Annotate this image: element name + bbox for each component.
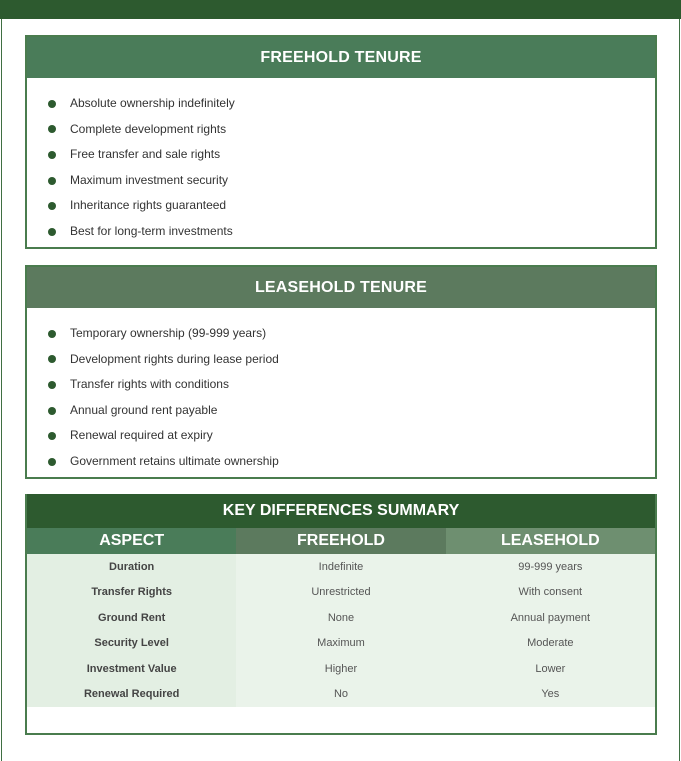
list-item <box>47 193 655 219</box>
freehold-list <box>27 78 655 245</box>
leasehold-title: LEASEHOLD TENURE <box>27 267 655 308</box>
list-item <box>47 372 655 398</box>
list-item-text: Best for long-term investments <box>70 223 233 238</box>
bullet-icon <box>48 177 56 185</box>
list-item-text: Development rights during lease period <box>70 351 279 366</box>
column-header-leasehold: LEASEHOLD <box>446 528 655 554</box>
list-item <box>47 219 655 245</box>
list-item-text: Temporary ownership (99-999 years) <box>70 326 267 340</box>
leasehold-cell: Yes <box>446 682 655 708</box>
freehold-cell: Unrestricted <box>236 580 445 606</box>
freehold-card <box>25 35 657 249</box>
freehold-cell: Indefinite <box>236 554 445 580</box>
leasehold-cell: Annual payment <box>446 605 655 631</box>
list-item <box>47 117 655 143</box>
aspect-cell: Duration <box>27 554 236 580</box>
list-item <box>47 423 655 449</box>
freehold-cell: No <box>236 682 445 708</box>
freehold-title: FREEHOLD TENURE <box>27 37 655 78</box>
leasehold-cell: Lower <box>446 656 655 682</box>
table-row <box>27 580 655 606</box>
bullet-icon <box>48 432 56 440</box>
leasehold-cell: Moderate <box>446 631 655 657</box>
list-item <box>47 168 655 194</box>
bullet-icon <box>48 458 56 466</box>
top-bar <box>0 0 681 19</box>
list-item-text: Complete development rights <box>70 121 227 136</box>
list-item-text: Inheritance rights guaranteed <box>70 198 227 213</box>
column-header-aspect: ASPECT <box>27 528 236 554</box>
bullet-icon <box>48 151 56 159</box>
freehold-cell: Maximum <box>236 631 445 657</box>
table-row <box>27 631 655 657</box>
bullet-icon <box>48 202 56 210</box>
list-item-text: Annual ground rent payable <box>70 402 218 417</box>
bullet-icon <box>48 330 56 338</box>
table-row <box>27 656 655 682</box>
table-row <box>27 554 655 580</box>
bullet-icon <box>48 407 56 415</box>
bullet-icon <box>48 228 56 236</box>
leasehold-cell: 99-999 years <box>446 554 655 580</box>
list-item-text: Free transfer and sale rights <box>70 147 221 162</box>
bullet-icon <box>48 125 56 133</box>
leasehold-cell: With consent <box>446 580 655 606</box>
aspect-cell: Renewal Required <box>27 682 236 708</box>
table-header-row <box>27 528 655 554</box>
bullet-icon <box>48 355 56 363</box>
aspect-cell: Ground Rent <box>27 605 236 631</box>
list-item <box>47 321 655 347</box>
table-row <box>27 605 655 631</box>
aspect-cell: Transfer Rights <box>27 580 236 606</box>
freehold-cell: Higher <box>236 656 445 682</box>
list-item-text: Transfer rights with conditions <box>70 377 229 392</box>
aspect-cell: Investment Value <box>27 656 236 682</box>
list-item <box>47 91 655 117</box>
summary-title: KEY DIFFERENCES SUMMARY <box>27 494 655 528</box>
list-item <box>47 347 655 373</box>
column-header-freehold: FREEHOLD <box>236 528 445 554</box>
comparison-table <box>27 528 655 707</box>
list-item-text: Maximum investment security <box>70 172 229 187</box>
list-item <box>47 142 655 168</box>
bullet-icon <box>48 100 56 108</box>
leasehold-list <box>27 308 655 475</box>
table-row <box>27 682 655 708</box>
summary-card <box>25 494 657 735</box>
list-item-text: Absolute ownership indefinitely <box>70 96 235 110</box>
list-item <box>47 449 655 475</box>
leasehold-card <box>25 265 657 479</box>
bullet-icon <box>48 381 56 389</box>
list-item-text: Renewal required at expiry <box>70 428 213 443</box>
list-item <box>47 398 655 424</box>
aspect-cell: Security Level <box>27 631 236 657</box>
freehold-cell: None <box>236 605 445 631</box>
list-item-text: Government retains ultimate ownership <box>70 453 279 468</box>
